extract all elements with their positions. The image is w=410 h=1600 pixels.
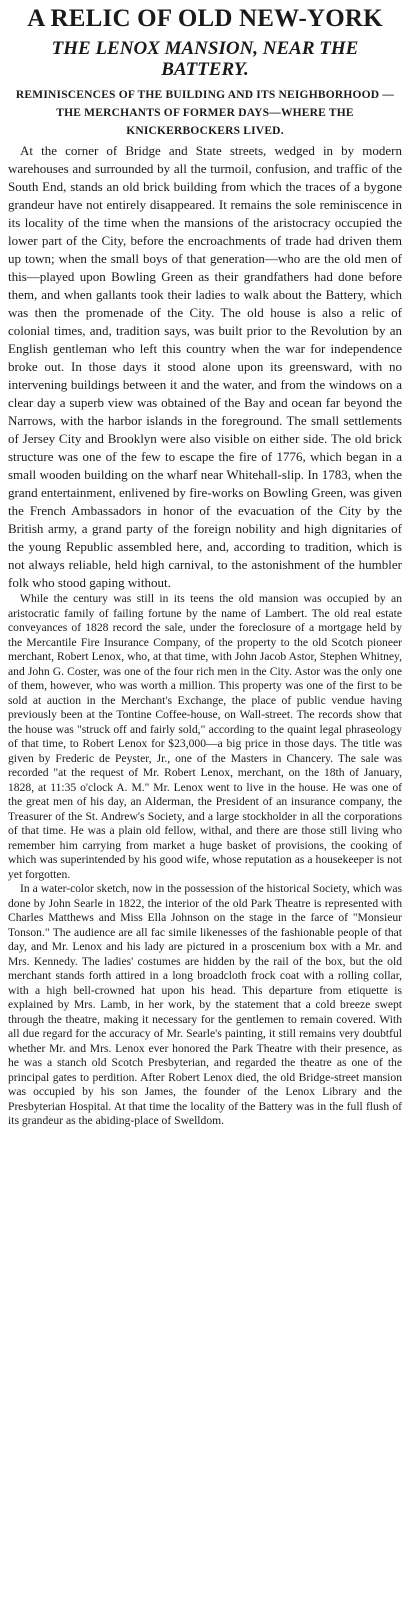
deck: REMINISCENCES OF THE BUILDING AND ITS NEIGHBORHOOD — THE MERCHANTS OF FORMER DAYS—WHERE THE KNICKERBOCKERS LIVED. xyxy=(15,89,395,137)
paragraph-3: In a water-color sketch, now in the possession of the historical Society, which was done by John Searle in 1822, the interior of the old Park Theatre is represented with Charles Matthews and Miss Ella Johnson on the stage in the farce of "Monsieur Tonson." The audience are all fac simile likenesses of the fashionable people of that day, and Mr. Lenox and his lady are pictured in a proscenium box with a Mr. and Mrs. Kennedy. The ladies' costumes are hidden by the rail of the box, but the old merchant stands forth attired in a long broadcloth frock coat with a rolling collar, with a high bell-crowned hat upon his head. This departure from etiquette is explained by Mrs. Lamb, in her work, by the statement that a cold breeze swept through the theatre, making it necessary for the gentlemen to remain covered. With all due regard for the accuracy of Mr. Searle's painting, it still remains very doubtful whether Mr. and Mrs. Lenox ever honored the Park Theatre with their presence, as he was a stanch old Scotch Presbyterian, and regarded the theatre as one of the principal gates to perdition. After Robert Lenox died, the old Bridge-street mansion was occupied by his son James, the founder of the Lenox Library and the Presbyterian Hospital. At that time the locality of the Battery was in the full flush of its grandeur as the abiding-place of Swelldom. xyxy=(8,882,402,1127)
paragraph-1: At the corner of Bridge and State streets, wedged in by modern warehouses and surrounded by all the turmoil, confusion, and traffic of the South End, stands an old brick building from which the traces of a bygone grandeur have not entirely disappeared. It remains the sole reminiscence in its locality of the time when the mansions of the aristocracy occupied the lower part of the City, before the encroachments of trade had driven them up town; when the small boys of that generation—who are the old men of this—played upon Bowling Green as their grandfathers had done before them, and when gallants took their ladies to walk about the Battery, which was then the promenade of the City. The old house is also a relic of colonial times, and, tradition says, was built prior to the Revolution by an English gentleman who left this country when the war for independence broke out. In those days it stood alone upon its greensward, with no intervening buildings between it and the water, and from the windows on a clear day a superb view was obtained of the Bay and ocean far beyond the Narrows, with the harbor islands in the foreground. The small settlements of Jersey City and Brooklyn were also visible on either side. The old brick structure was one of the few to escape the fire of 1776, which began in a small wooden building on the wharf near Whitehall-slip. In 1783, when the grand entertainment, enlivened by fire-works on Bowling Green, was given the French Ambassadors in honor of the evacuation of the City by the British army, a grand party of the foreign nobility and high dignitaries of the young Republic assembled here, and, according to tradition, which is not always reliable, held high carnival, to the astonishment of the humbler folk who stood gaping without. xyxy=(8,143,402,590)
headline: A RELIC OF OLD NEW-YORK xyxy=(27,5,383,32)
subheadline: THE LENOX MANSION, NEAR THE BATTERY. xyxy=(51,38,359,80)
paragraph-2: While the century was still in its teens the old mansion was occupied by an aristocratic family of failing fortune by the name of Lambert. The old real estate conveyances of 1828 record the sale, under the foreclosure of a mortgage held by the Mercantile Fire Insurance Company, of the property to the old Scotch pioneer merchant, Robert Lenox, who, at that time, with John Jacob Astor, Stephen Whitney, and John G. Coster, was one of the four rich men in the City. Astor was the only one of them, however, who was worth a million. This property was one of the first to be sold at auction in the Merchant's Exchange, the place of public vendue having previously been at the Tontine Coffee-house, on Wall-street. The records show that the house was "struck off and fairly sold," according to the quaint legal phraseology of that time, to Robert Lenox for $23,000—a big price in those days. The title was given by Frederic de Peyster, Jr., one of the Masters in Chancery. The sale was recorded "at the request of Mr. Robert Lenox, merchant, on the 18th of January, 1828, at 11:35 o'clock A. M." Mr. Lenox went to live in the house. He was one of the great men of his day, an Alderman, the President of an insurance company, the Treasurer of the St. Andrew's Society, and a large stockholder in all the corporations of that time. He was a plain old fellow, withal, and there are those still living who remember him carrying from market a huge basket of provisions, the cooking of which was superintended by his good wife, whose reputation as a housekeeper is not yet forgotten. xyxy=(8,592,402,881)
